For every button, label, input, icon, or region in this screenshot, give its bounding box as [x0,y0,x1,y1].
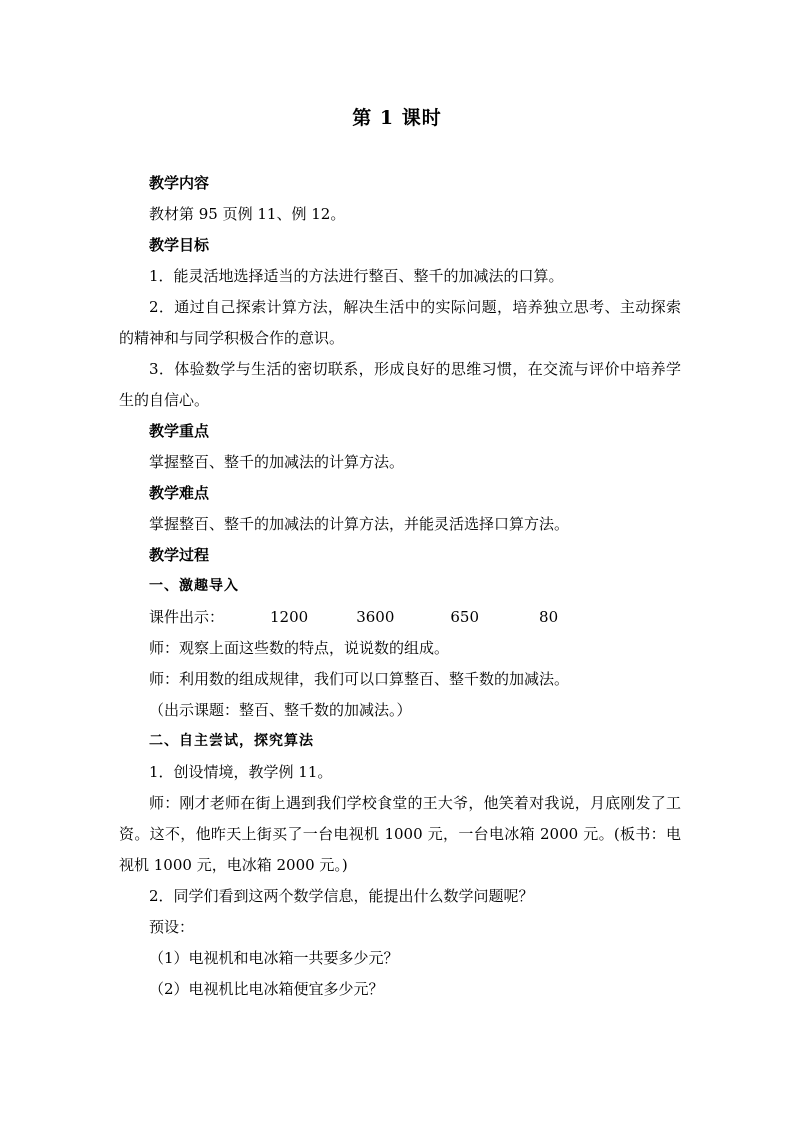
preset-item-2: （2）电视机比电冰箱便宜多少元？ [149,980,384,998]
difficulties-text: 掌握整百、整千的加减法的计算方法，并能灵活选择口算方法。 [149,515,570,533]
goal-item-2: 2．通过自己探索计算方法，解决生活中的实际问题，培养独立思考、主动探索的精神和与同学积极合作的意识。 [119,298,681,347]
part-2-heading: 二、自主尝试，探究算法 [149,733,314,749]
teacher-line-1: 师：观察上面这些数的特点，说说数的组成。 [149,639,450,657]
step-2: 2．同学们看到这两个数学信息，能提出什么数学问题呢？ [149,887,534,905]
teacher-line-3: 师：刚才老师在街上遇到我们学校食堂的王大爷，他笑着对我说，月底刚发了工资。这不，他昨天上街买了一台电视机 1000 元，一台电冰箱 2000 元。(板书：电视机 1000 元，电冰箱 2000 元。) [119,794,681,874]
part-1-heading: 一、激趣导入 [149,578,239,594]
goal-item-3: 3．体验数学与生活的密切联系，形成良好的思维习惯，在交流与评价中培养学生的自信心。 [119,360,681,409]
courseware-number: 1200 [270,608,309,626]
preset-label: 预设： [149,918,195,936]
content-text: 教材第 95 页例 11、例 12。 [149,205,346,223]
goal-item-1: 1．能灵活地选择适当的方法进行整百、整千的加减法的口算。 [149,267,564,285]
heading-key-points: 教学重点 [149,422,210,440]
courseware-number: 80 [539,608,559,626]
key-points-text: 掌握整百、整千的加减法的计算方法。 [149,453,405,471]
lesson-content [119,168,681,1005]
page-title: 第 1 课时 [352,107,442,129]
heading-content: 教学内容 [149,174,210,192]
show-topic-line: （出示课题：整百、整千数的加减法。） [149,701,412,719]
step-1: 1．创设情境，教学例 11。 [149,763,333,781]
teacher-line-2: 师：利用数的组成规律，我们可以口算整百、整千数的加减法。 [149,670,570,688]
heading-difficulties: 教学难点 [149,484,210,502]
courseware-number: 3600 [356,608,395,626]
preset-item-1: （1）电视机和电冰箱一共要多少元？ [149,949,399,967]
heading-process: 教学过程 [149,546,210,564]
courseware-label: 课件出示： [149,608,225,626]
heading-goals: 教学目标 [149,236,210,254]
courseware-number: 650 [450,608,480,626]
courseware-line [119,602,681,633]
